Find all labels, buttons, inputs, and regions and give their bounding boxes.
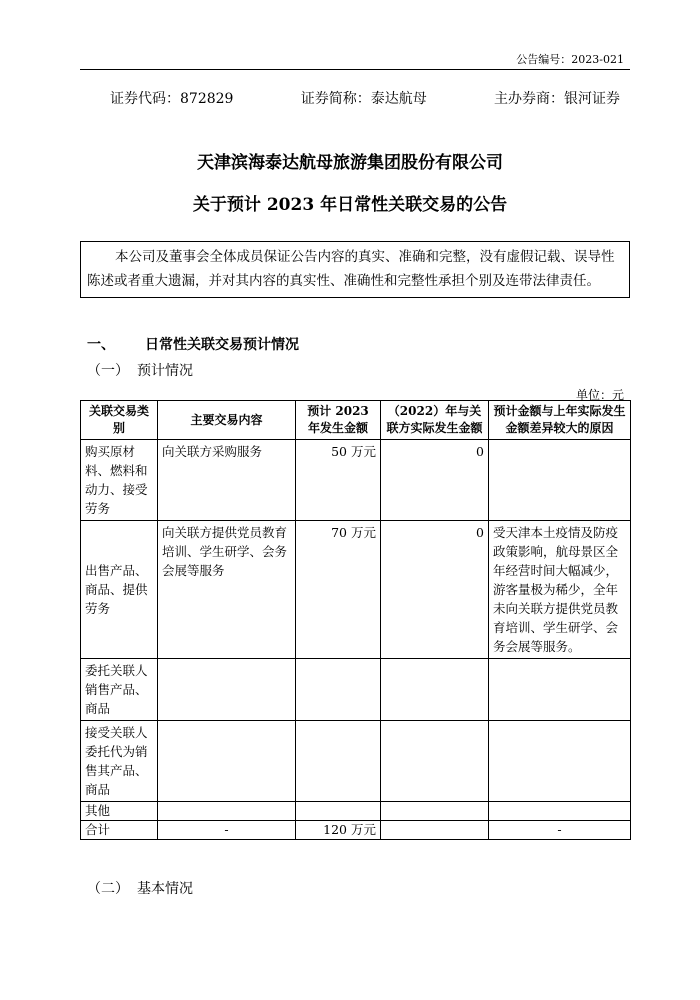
securities-code: 证券代码：872829	[110, 91, 234, 107]
cell-total-estimated-amount: 120 万元	[296, 821, 381, 840]
cell-total-difference-reason: -	[489, 821, 631, 840]
board-guarantee-notice: 本公司及董事会全体成员保证公告内容的真实、准确和完整，没有虚假记载、误导性陈述或者重大遗漏，并对其内容的真实性、准确性和完整性承担个别及连带法律责任。	[80, 241, 630, 298]
subsection-number: （一）	[87, 363, 129, 379]
table-row	[81, 440, 631, 521]
cell-category: 购买原材料、燃料和动力、接受劳务	[81, 440, 158, 521]
table-row	[81, 802, 631, 821]
section-number: 一、	[87, 337, 115, 353]
cell-actual-amount	[381, 659, 489, 721]
cell-difference-reason	[489, 802, 631, 821]
announcement-title: 关于预计 2023 年日常性关联交易的公告	[192, 195, 508, 215]
cell-estimated-amount	[296, 659, 381, 721]
cell-total-label: 合计	[81, 821, 158, 840]
cell-total-content: -	[158, 821, 296, 840]
cell-actual-amount	[381, 721, 489, 802]
unit-label: 单位：元	[575, 388, 624, 402]
cell-difference-reason: 受天津本土疫情及防疫政策影响，航母景区全年经营时间大幅减少，游客量极为稀少，全年未向关联方提供党员教育培训、学生研学、会务会展等服务。	[489, 521, 631, 659]
header-rule	[80, 69, 630, 70]
subsection-heading-1	[87, 360, 193, 380]
table-row	[81, 721, 631, 802]
header-content: 主要交易内容	[158, 401, 296, 440]
table-row	[81, 659, 631, 721]
subsection-title: 预计情况	[137, 363, 193, 379]
securities-info-row	[110, 88, 620, 108]
subsection-number: （二）	[87, 881, 129, 897]
cell-difference-reason	[489, 440, 631, 521]
header-difference-reason: 预计金额与上年实际发生金额差异较大的原因	[489, 401, 631, 440]
header-category: 关联交易类别	[81, 401, 158, 440]
cell-content	[158, 659, 296, 721]
cell-content: 向关联方采购服务	[158, 440, 296, 521]
cell-category: 其他	[81, 802, 158, 821]
cell-estimated-amount	[296, 721, 381, 802]
cell-content	[158, 802, 296, 821]
cell-category: 出售产品、商品、提供劳务	[81, 521, 158, 659]
subsection-title: 基本情况	[137, 881, 193, 897]
table-row	[81, 521, 631, 659]
cell-difference-reason	[489, 721, 631, 802]
cell-difference-reason	[489, 659, 631, 721]
cell-total-actual-amount	[381, 821, 489, 840]
cell-category: 委托关联人销售产品、商品	[81, 659, 158, 721]
related-transactions-table	[80, 400, 631, 840]
document-number: 公告编号：2023-021	[516, 53, 624, 66]
cell-estimated-amount	[296, 802, 381, 821]
cell-category: 接受关联人委托代为销售其产品、商品	[81, 721, 158, 802]
table-total-row	[81, 821, 631, 840]
cell-estimated-amount: 50 万元	[296, 440, 381, 521]
header-actual-amount: （2022）年与关联方实际发生金额	[381, 401, 489, 440]
subsection-heading-2	[87, 878, 193, 898]
company-title: 天津滨海泰达航母旅游集团股份有限公司	[197, 153, 503, 173]
header-estimated-amount: 预计 2023 年发生金额	[296, 401, 381, 440]
securities-short-name: 证券简称：泰达航母	[300, 91, 427, 107]
sponsor-broker: 主办券商：银河证券	[493, 91, 620, 107]
cell-content	[158, 721, 296, 802]
section-title: 日常性关联交易预计情况	[145, 337, 299, 353]
cell-actual-amount: 0	[381, 440, 489, 521]
cell-actual-amount	[381, 802, 489, 821]
cell-actual-amount: 0	[381, 521, 489, 659]
section-heading-1	[87, 334, 299, 354]
table-header-row	[81, 401, 631, 440]
cell-estimated-amount: 70 万元	[296, 521, 381, 659]
cell-content: 向关联方提供党员教育培训、学生研学、会务会展等服务	[158, 521, 296, 659]
